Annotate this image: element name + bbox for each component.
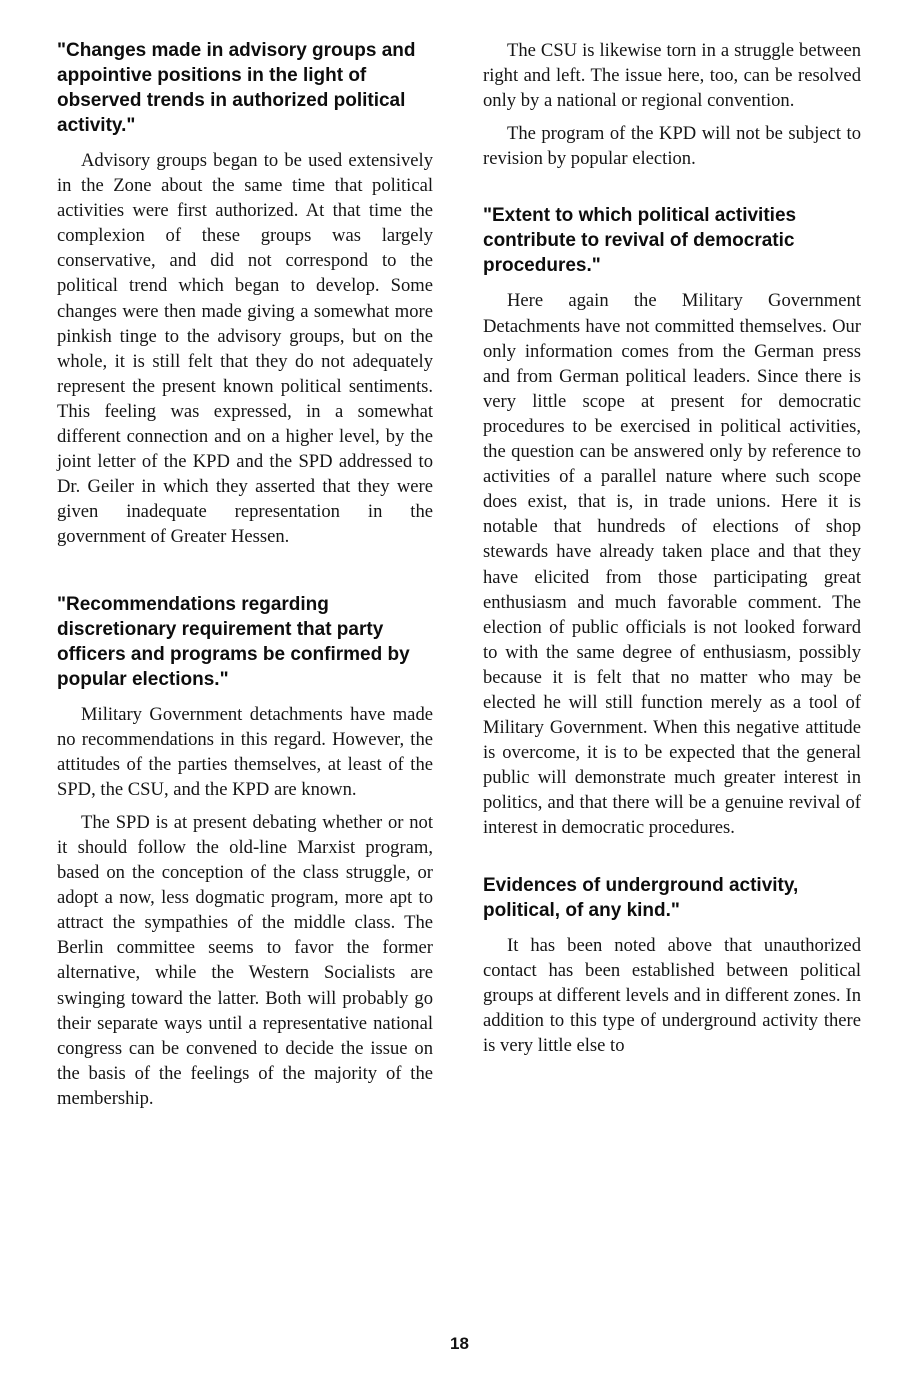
paragraph-military-government: Military Government detachments have made no recommendations in this regard. However, the attitudes of the parties themselves, at least of the SPD, the CSU, and the KPD are known.: [57, 703, 433, 800]
section-heading-recommendations: "Recommendations regarding discretionary requirement that party officers and programs be confirmed by popular elections.": [57, 593, 410, 690]
paragraph-spd-debate: The SPD is at present debating whether or not it should follow the old-line Marxist program, based on the conception of the class struggle, or adopt a now, less dogmatic program, more apt to attract the sympathies of the middle class. The Berlin committee seems to favor the former alternative, while the Western Socialists are swinging toward the latter. Both will probably go their separate ways until a representative national congress can be convened to decide the issue on the basis of the feelings of the majority of the membership.: [57, 811, 433, 1109]
paragraph-csu: The CSU is likewise torn in a struggle between right and left. The issue here, too, can be resolved only by a national or regional convention.: [483, 40, 861, 112]
page-number: 18: [450, 1334, 469, 1353]
paragraph-kpd: The program of the KPD will not be subject to revision by popular election.: [483, 123, 861, 170]
section-heading-advisory-groups: "Changes made in advisory groups and appointive positions in the light of observed trends in authorized political activity.": [57, 40, 416, 136]
right-column: [483, 38, 861, 1066]
left-column: [57, 38, 433, 1119]
section-heading-democratic-procedures: "Extent to which political activities contribute to revival of democratic procedures.": [483, 205, 797, 277]
paragraph-democratic-procedures: Here again the Military Government Detachments have not committed themselves. Our only information comes from the German press and from German political leaders. Since there is very little scope at present for democratic procedures to be exercised in political activities, the question can be answered only by reference to activities of a parallel nature where such scope does exist, that is, in trade unions. Here it is notable that hundreds of elections of shop stewards have already taken place and that they have elicited from those participating great enthusiasm and much favorable comment. The election of public officials is not looked forward to with the same degree of enthusiasm, possibly because it is felt that no matter who may be elected he will still function merely as a tool of Military Government. When this negative attitude is overcome, it is to be expected that the general public will demonstrate much greater interest in politics, and that there will be a genuine revival of interest in democratic procedures.: [483, 290, 861, 839]
paragraph-advisory-groups: Advisory groups began to be used extensively in the Zone about the same time that political activities were first authorized. At that time the complexion of these groups was largely conservative, and did not correspond to the political trend which began to develop. Some changes were then made giving a somewhat more pinkish tinge to the advisory groups, but on the whole, it is still felt that they do not adequately represent the present known political sentiments. This feeling was expressed, in a somewhat different connection and on a higher level, by the joint letter of the KPD and the SPD addressed to Dr. Geiler in which they asserted that they were given inadequate representation in the government of Greater Hessen.: [57, 150, 433, 548]
paragraph-underground-activity: It has been noted above that unauthorized contact has been established between political groups at different levels and in different zones. In addition to this type of underground activity there is very little else to: [483, 934, 861, 1056]
section-heading-underground-activity: Evidences of underground activity, political, of any kind.": [483, 874, 799, 921]
